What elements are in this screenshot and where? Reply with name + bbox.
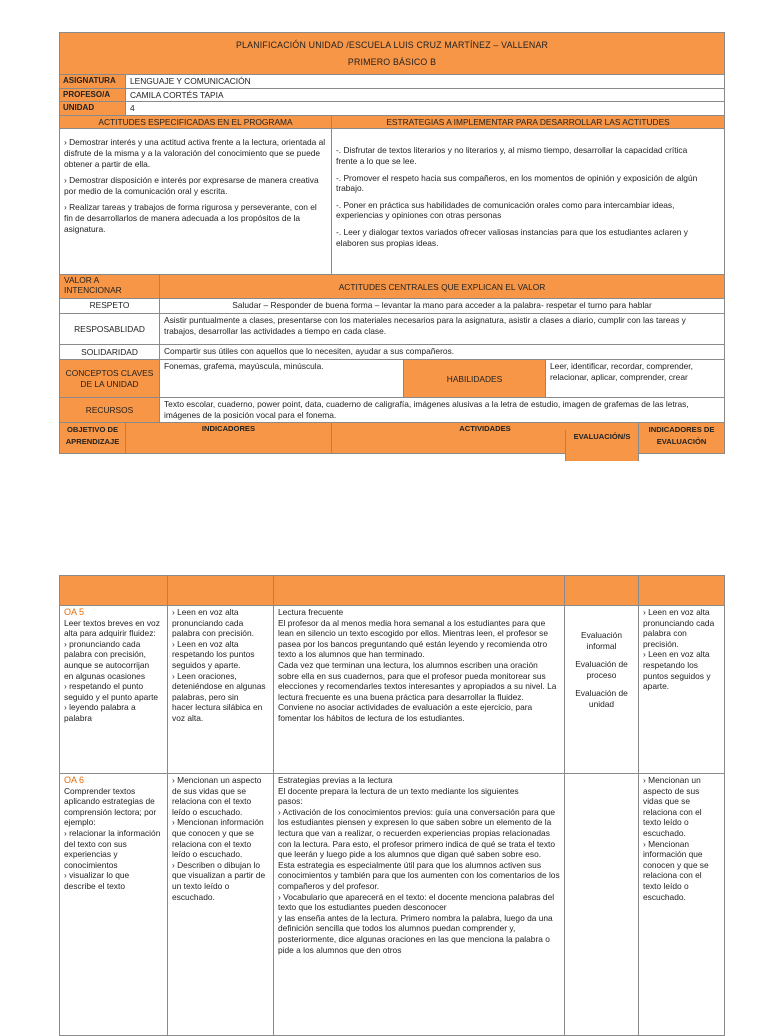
resources-value: Texto escolar, cuaderno, power point, data, cuaderno de caligrafía, imágenes alusivas a la letra de estudio, imagen de grafemas de las letras, imágenes de la posición vocal para el fonema. — [160, 398, 725, 422]
blank-header-cell — [274, 576, 565, 606]
header-cell — [60, 33, 725, 75]
skills-label: HABILIDADES — [404, 360, 546, 398]
oa6-activities-cell — [274, 774, 565, 1036]
evaluation-item: Evaluación de proceso — [575, 659, 628, 680]
objective-line: Comprender textos aplicando estrategias de comprensión lectora; por ejemplo: — [64, 785, 157, 828]
objective-line: › leyendo palabra a palabra — [64, 702, 136, 723]
oa5-activities-cell — [274, 606, 565, 774]
col-objetivo: OBJETIVO DE APRENDIZAJE — [60, 422, 126, 453]
blank-header-cell — [168, 576, 274, 606]
oa6-objective-cell — [60, 774, 168, 1036]
objective-line: › visualizar lo que describe el texto — [64, 870, 130, 891]
objective-line: conocimientos — [64, 859, 118, 870]
oa5-indicators-cell — [168, 606, 274, 774]
objective-line: › pronunciando cada palabra con precisión, aunque se autocorrijan — [64, 638, 150, 670]
oa5-eval-indicators-cell — [639, 606, 725, 774]
eval-indicator-line: › Mencionan un aspecto de sus vidas que se relaciona con el texto leído o escuchado. — [643, 775, 702, 838]
concepts-value: Fonemas, grafema, mayúscula, minúscula. — [160, 360, 404, 398]
value-text: Compartir sus útiles con aquellos que lo necesiten, ayudar a sus compañeros. — [160, 345, 725, 360]
page-title: PLANIFICACIÓN UNIDAD /ESCUELA LUIS CRUZ MARTÍNEZ – VALLENAR — [235, 39, 549, 50]
activity-title: Estrategias previas a la lectura — [278, 775, 393, 785]
indicator-line: › Mencionan un aspecto de sus vidas que se relaciona con el texto leído o escuchado. — [172, 775, 262, 817]
oa5-objective-cell — [60, 606, 168, 774]
col-indicadores: INDICADORES — [126, 422, 332, 453]
activity-title: Lectura frecuente — [278, 607, 344, 617]
value-name: RESPETO — [60, 299, 160, 314]
activity-paragraph: Cada vez que terminan una lectura, los alumnos escriben una oración sobre ella en sus cuadernos, para que el profesor pueda monitorear sus elecciones y recomendarles textos interesantes y apropiados a su nivel. La lectura frecuente es una buena práctica para desarrollar la fluidez. Conviene no asociar actividades de evaluación a este ejercicio, para fomentar los hábitos de lectura de los estudiantes. — [278, 659, 557, 723]
values-header-right: ACTITUDES CENTRALES QUE EXPLICAN EL VALOR — [160, 275, 725, 299]
oa6-evaluation-cell — [565, 774, 639, 1036]
indicator-line: › Mencionan información que conocen y que se relaciona con el texto leído o escuchado. — [172, 817, 264, 860]
planning-table — [59, 32, 725, 454]
oa6-indicators-cell — [168, 774, 274, 1036]
page-subtitle: PRIMERO BÁSICO B — [347, 56, 437, 67]
eval-indicator-line: › Leen en voz alta respetando los puntos seguidos y aparte. — [643, 649, 711, 692]
evaluation-item: Evaluación informal — [581, 630, 622, 651]
activity-line: y las enseña antes de la lectura. Primero nombra la palabra, luego da una definición sencilla que todos los alumnos puedan comprender y, posteriormente, dice algunas oraciones en las que menciona la palabra o pide a los alumnos que den otros — [278, 912, 553, 955]
strategy-item: -. Promover el respeto hacia sus compañeros, en los momentos de opinión y exposición de algún trabajo. — [336, 172, 698, 194]
oa6-eval-indicators-cell — [639, 774, 725, 1036]
value-text: Asistir puntualmente a clases, presentarse con los materiales necesarios para la asignatura, asistir a clases a diario, cumplir con las tareas y trabajos, desarrollar las actividades a tiempo en cada clase. — [160, 314, 725, 345]
objective-line: Leer textos breves en voz alta para adquirir fluidez: — [64, 617, 160, 639]
attitude-item: › Realizar tareas y trabajos de forma rigurosa y perseverante, con el fin de desarrollarlos de manera adecuada a los propósitos de la asignatura. — [64, 202, 317, 234]
indicator-line: hacer lectura silábica en voz alta. — [172, 702, 263, 723]
activities-table — [59, 575, 725, 1036]
activity-line: › Activación de los conocimientos previos: guía una conversación para que los estudiantes piensen y expresen lo que saben sobre un elemento de la lectura que van a realizar, o recuerden experiencias propias relacionadas con la lectura. Para esto, el profesor primero indica de qué se trata el texto que leerán y luego pide a los alumnos que digan qué saben sobre eso. Esta estrategia es especialmente útil para que los alumnos activen sus conocimientos y también para que los aumenten con los comentarios de los compañeros y del profesor. — [278, 806, 560, 891]
oa6-code: OA 6 — [64, 775, 85, 785]
indicator-line: › Leen en voz alta respetando los puntos seguidos y aparte. — [172, 638, 255, 670]
attitude-item: › Demostrar interés y una actitud activa frente a la lectura, orientada al disfrute de la misma y a la valoración del conocimiento que se puede obtener a partir de ella. — [64, 137, 326, 169]
objective-line: › relacionar la información del texto con sus experiencias y — [64, 827, 161, 860]
col-evaluacion: EVALUACIÓN/S — [565, 430, 639, 461]
profesor-value: CAMILA CORTÉS TAPIA — [126, 88, 725, 102]
col-indicadores-evaluacion: INDICADORES DE EVALUACIÓN — [639, 422, 725, 453]
asignatura-label: ASIGNATURA — [60, 75, 126, 89]
value-name: RESPOSABLIDAD — [60, 314, 160, 345]
activity-line: El docente prepara la lectura de un texto mediante los siguientes — [278, 785, 519, 796]
eval-indicator-line: › Mencionan información que conocen y que se relaciona con el texto leído o escuchado. — [643, 838, 709, 902]
profesor-label: PROFESO/A — [60, 88, 126, 102]
blank-header-cell — [60, 576, 168, 606]
value-name: SOLIDARIDAD — [60, 345, 160, 360]
activity-line: pasos: — [278, 796, 303, 807]
strategy-item: -. Leer y dialogar textos variados ofrecer valiosas instancias para que los estudiantes aclaren y elaboren sus propias ideas. — [336, 226, 688, 248]
asignatura-value: LENGUAJE Y COMUNICACIÓN — [126, 75, 725, 89]
value-text: Saludar – Responder de buena forma – levantar la mano para acceder a la palabra- respetar el turno para hablar — [160, 299, 725, 314]
skills-value: Leer, identificar, recordar, comprender, relacionar, aplicar, comprender, crear — [546, 360, 725, 398]
evaluation-item: Evaluación de unidad — [575, 688, 628, 709]
attitude-item: › Demostrar disposición e interés por expresarse de manera creativa por medio de la comunicación oral y escrita. — [64, 175, 319, 196]
col-actividades: ACTIVIDADES — [332, 422, 639, 453]
blank-header-cell — [565, 576, 639, 606]
strategy-item: -. Disfrutar de textos literarios y no literarios y, al mismo tiempo, desarrollar la capacidad crítica frente a lo que se lee. — [336, 145, 688, 166]
oa5-code: OA 5 — [64, 607, 85, 617]
indicator-line: › Leen oraciones, deteniéndose en algunas palabras, pero sin — [172, 670, 266, 702]
attitudes-right-header: ESTRATEGIAS A IMPLEMENTAR PARA DESARROLLAR LAS ACTITUDES — [332, 115, 725, 129]
unidad-value: 4 — [126, 102, 725, 116]
values-header-left: VALOR A INTENCIONAR — [60, 275, 160, 299]
oa5-evaluation-cell — [565, 606, 639, 774]
activity-line: › Vocabulario que aparecerá en el texto: el docente menciona palabras del texto que los estudiantes pueden desconocer — [278, 891, 555, 913]
attitudes-left-header: ACTITUDES ESPECIFICADAS EN EL PROGRAMA — [60, 115, 332, 129]
indicator-line: › Leen en voz alta pronunciando cada palabra con precisión. — [172, 607, 254, 639]
attitudes-right-cell — [332, 129, 725, 275]
objective-line: › respetando el punto seguido y el punto aparte — [64, 681, 159, 702]
activity-paragraph: El profesor da al menos media hora semanal a los estudiantes para que lean en silencio un texto escogido por ellos. Mientras leen, el profesor se pasea por los bancos preguntando qué están leyendo y recomienda otro texto a los alumnos que han terminado. — [278, 617, 549, 660]
resources-label: RECURSOS — [60, 398, 160, 422]
attitudes-left-cell — [60, 129, 332, 275]
eval-indicator-line: › Leen en voz alta pronunciando cada palabra con precisión. — [643, 607, 715, 649]
blank-header-cell — [639, 576, 725, 606]
objective-line: en algunas ocasiones — [64, 670, 146, 681]
unidad-label: UNIDAD — [60, 102, 126, 116]
indicator-line: › Describen o dibujan lo que visualizan a partir de un texto leído o escuchado. — [172, 859, 266, 902]
concepts-label: CONCEPTOS CLAVES DE LA UNIDAD — [60, 360, 160, 398]
strategy-item: -. Poner en práctica sus habilidades de comunicación orales como para intercambiar ideas, experiencias y opiniones con otras personas — [336, 199, 675, 221]
